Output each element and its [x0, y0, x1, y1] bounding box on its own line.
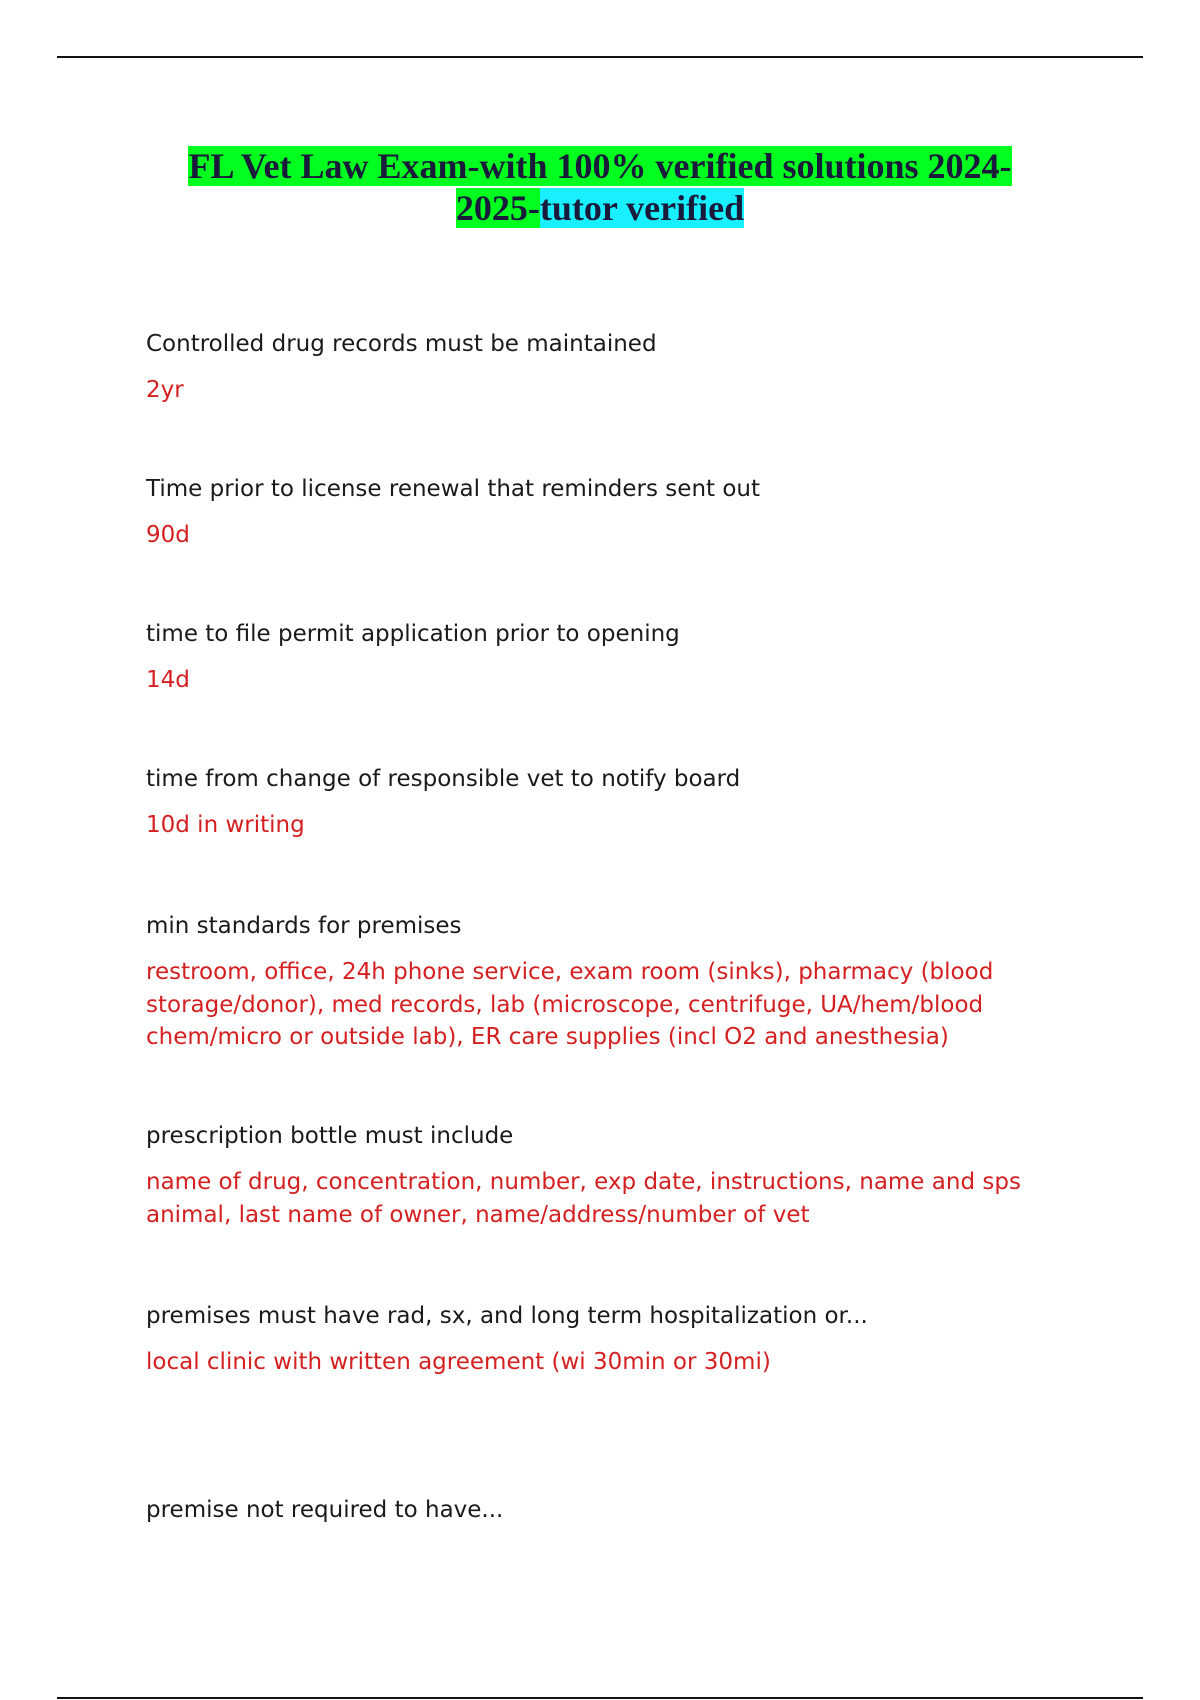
qa-item [146, 763, 1046, 842]
answer-text: 2yr [146, 377, 184, 403]
question-text: Controlled drug records must be maintained [146, 331, 657, 357]
top-divider [57, 56, 1143, 58]
answer-text: 10d in writing [146, 812, 305, 838]
page-title [150, 145, 1050, 229]
question-text: min standards for premises [146, 913, 462, 939]
qa-item [146, 910, 1046, 1054]
question-text: prescription bottle must include [146, 1123, 514, 1149]
question-text: time to file permit application prior to opening [146, 621, 680, 647]
qa-item [146, 1494, 1046, 1526]
qa-item [146, 473, 1046, 552]
qa-item [146, 1300, 1046, 1379]
title-green-highlight: FL Vet Law Exam-with 100% verified solutions 2024-2025- [188, 146, 1012, 228]
answer-text: restroom, office, 24h phone service, exam room (sinks), pharmacy (blood storage/donor), med records, lab (microscope, centrifuge, UA/hem/blood chem/micro or outside lab), ER care supplies (incl O2 and anesthesia) [146, 959, 994, 1050]
question-text: Time prior to license renewal that reminders sent out [146, 476, 761, 502]
answer-text: 14d [146, 667, 190, 693]
question-text: premise not required to have... [146, 1497, 504, 1523]
answer-text: local clinic with written agreement (wi 30min or 30mi) [146, 1349, 771, 1375]
bottom-divider [57, 1697, 1143, 1699]
qa-item [146, 618, 1046, 697]
question-text: premises must have rad, sx, and long term hospitalization or... [146, 1303, 868, 1329]
title-cyan-highlight: tutor verified [539, 188, 745, 228]
question-text: time from change of responsible vet to notify board [146, 766, 741, 792]
qa-item [146, 328, 1046, 407]
answer-text: name of drug, concentration, number, exp date, instructions, name and sps animal, last name of owner, name/address/number of vet [146, 1169, 1021, 1228]
qa-item [146, 1120, 1046, 1231]
answer-text: 90d [146, 522, 190, 548]
